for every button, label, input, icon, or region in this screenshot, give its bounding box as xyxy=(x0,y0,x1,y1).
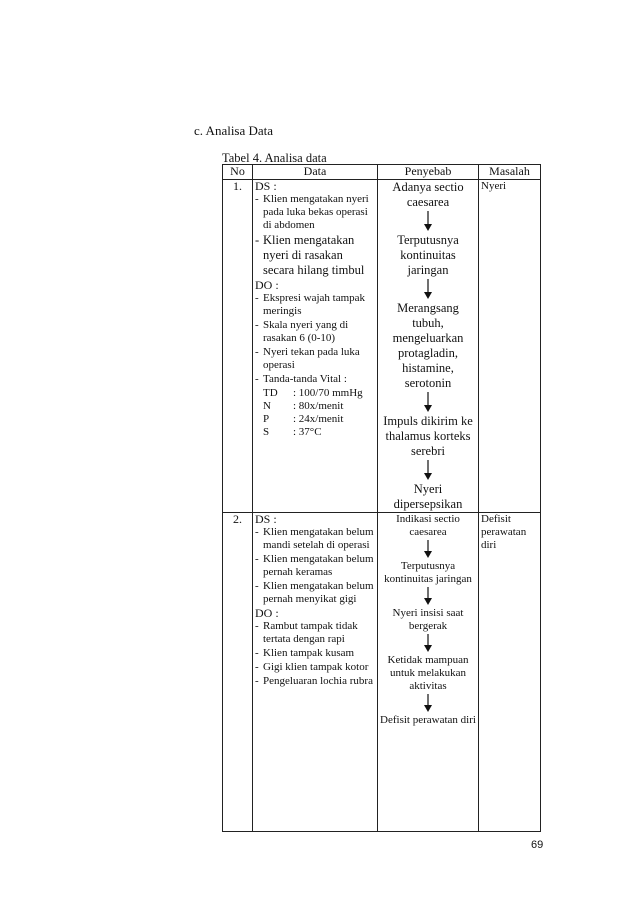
do-item: - Skala nyeri yang di rasakan 6 (0-10) xyxy=(255,319,375,345)
do-list xyxy=(255,292,375,386)
cause-step: Defisit perawatan diri xyxy=(380,714,476,726)
arrow-down-icon xyxy=(423,540,433,558)
do-item: - Nyeri tekan pada luka operasi xyxy=(255,346,375,372)
penyebab-cell xyxy=(378,180,479,513)
cause-step: Indikasi sectio caesarea xyxy=(396,513,460,538)
arrow-down-icon xyxy=(423,587,433,605)
arrow-down-icon xyxy=(423,279,433,299)
ds-list xyxy=(255,526,375,606)
table-row xyxy=(223,180,541,513)
table-header-row xyxy=(223,165,541,180)
ds-label: DS : xyxy=(255,179,277,193)
cause-step: Merangsang tubuh, mengeluarkan protagladin, histamine, serotonin xyxy=(392,301,464,390)
page-number: 69 xyxy=(531,839,544,851)
arrow-down-icon xyxy=(423,211,433,231)
vital-value: : 100/70 mmHg xyxy=(293,387,363,399)
col-header-data: Data xyxy=(253,165,378,180)
vital-value: : 80x/menit xyxy=(293,400,344,412)
ds-item: - Klien mengatakan belum mandi setelah di operasi xyxy=(255,526,375,552)
do-item: - Tanda-tanda Vital : xyxy=(255,373,375,386)
row-number: 2. xyxy=(223,513,253,832)
cause-step: Terputusnya kontinuitas jaringan xyxy=(397,233,459,277)
do-label: DO : xyxy=(255,606,279,620)
cause-step: Adanya sectio caesarea xyxy=(392,180,464,209)
do-item: - Gigi klien tampak kotor xyxy=(255,661,375,674)
do-label: DO : xyxy=(255,278,279,292)
masalah-cell: Nyeri xyxy=(479,180,541,513)
ds-label: DS : xyxy=(255,512,277,526)
col-header-no: No xyxy=(223,165,253,180)
vital-value: : 24x/menit xyxy=(293,413,344,425)
cause-step: Terputusnya kontinuitas jaringan xyxy=(384,560,472,585)
cause-step: Ketidak mampuan untuk melakukan aktivitas xyxy=(387,654,469,692)
vital-key: P xyxy=(263,413,270,425)
table-row xyxy=(223,513,541,832)
do-list xyxy=(255,620,375,688)
vital-signs xyxy=(255,387,375,439)
do-item: - Ekspresi wajah tampak meringis xyxy=(255,292,375,318)
vital-value: : 37°C xyxy=(293,426,322,438)
cause-step: Nyeri insisi saat bergerak xyxy=(392,607,464,632)
do-item: - Pengeluaran lochia rubra xyxy=(255,675,375,688)
analisa-data-table xyxy=(222,164,541,832)
data-cell xyxy=(253,180,378,513)
arrow-down-icon xyxy=(423,392,433,412)
ds-list xyxy=(255,193,375,278)
cause-step: Impuls dikirim ke thalamus korteks serebri xyxy=(383,414,473,458)
ds-item: - Klien mengatakan belum pernah keramas xyxy=(255,553,375,579)
table-caption: Tabel 4. Analisa data xyxy=(222,151,327,165)
arrow-down-icon xyxy=(423,460,433,480)
penyebab-cell xyxy=(378,513,479,832)
vital-key: N xyxy=(263,400,271,412)
cause-step: Nyeri dipersepsikan xyxy=(393,482,463,511)
vital-key: S xyxy=(263,426,270,438)
arrow-down-icon xyxy=(423,694,433,712)
ds-item: - Klien mengatakan nyeri pada luka bekas operasi di abdomen xyxy=(255,193,375,232)
do-item: - Rambut tampak tidak tertata dengan rapi xyxy=(255,620,375,646)
do-item: - Klien tampak kusam xyxy=(255,647,375,660)
ds-item: - Klien mengatakan nyeri di rasakan secara hilang timbul xyxy=(255,233,375,278)
ds-item: - Klien mengatakan belum pernah menyikat gigi xyxy=(255,580,375,606)
col-header-masalah: Masalah xyxy=(479,165,541,180)
section-heading: c. Analisa Data xyxy=(194,123,274,138)
vital-key: TD xyxy=(263,387,278,399)
arrow-down-icon xyxy=(423,634,433,652)
row-number: 1. xyxy=(223,180,253,513)
masalah-cell: Defisit perawatan diri xyxy=(479,513,541,832)
col-header-penyebab: Penyebab xyxy=(378,165,479,180)
data-cell xyxy=(253,513,378,832)
